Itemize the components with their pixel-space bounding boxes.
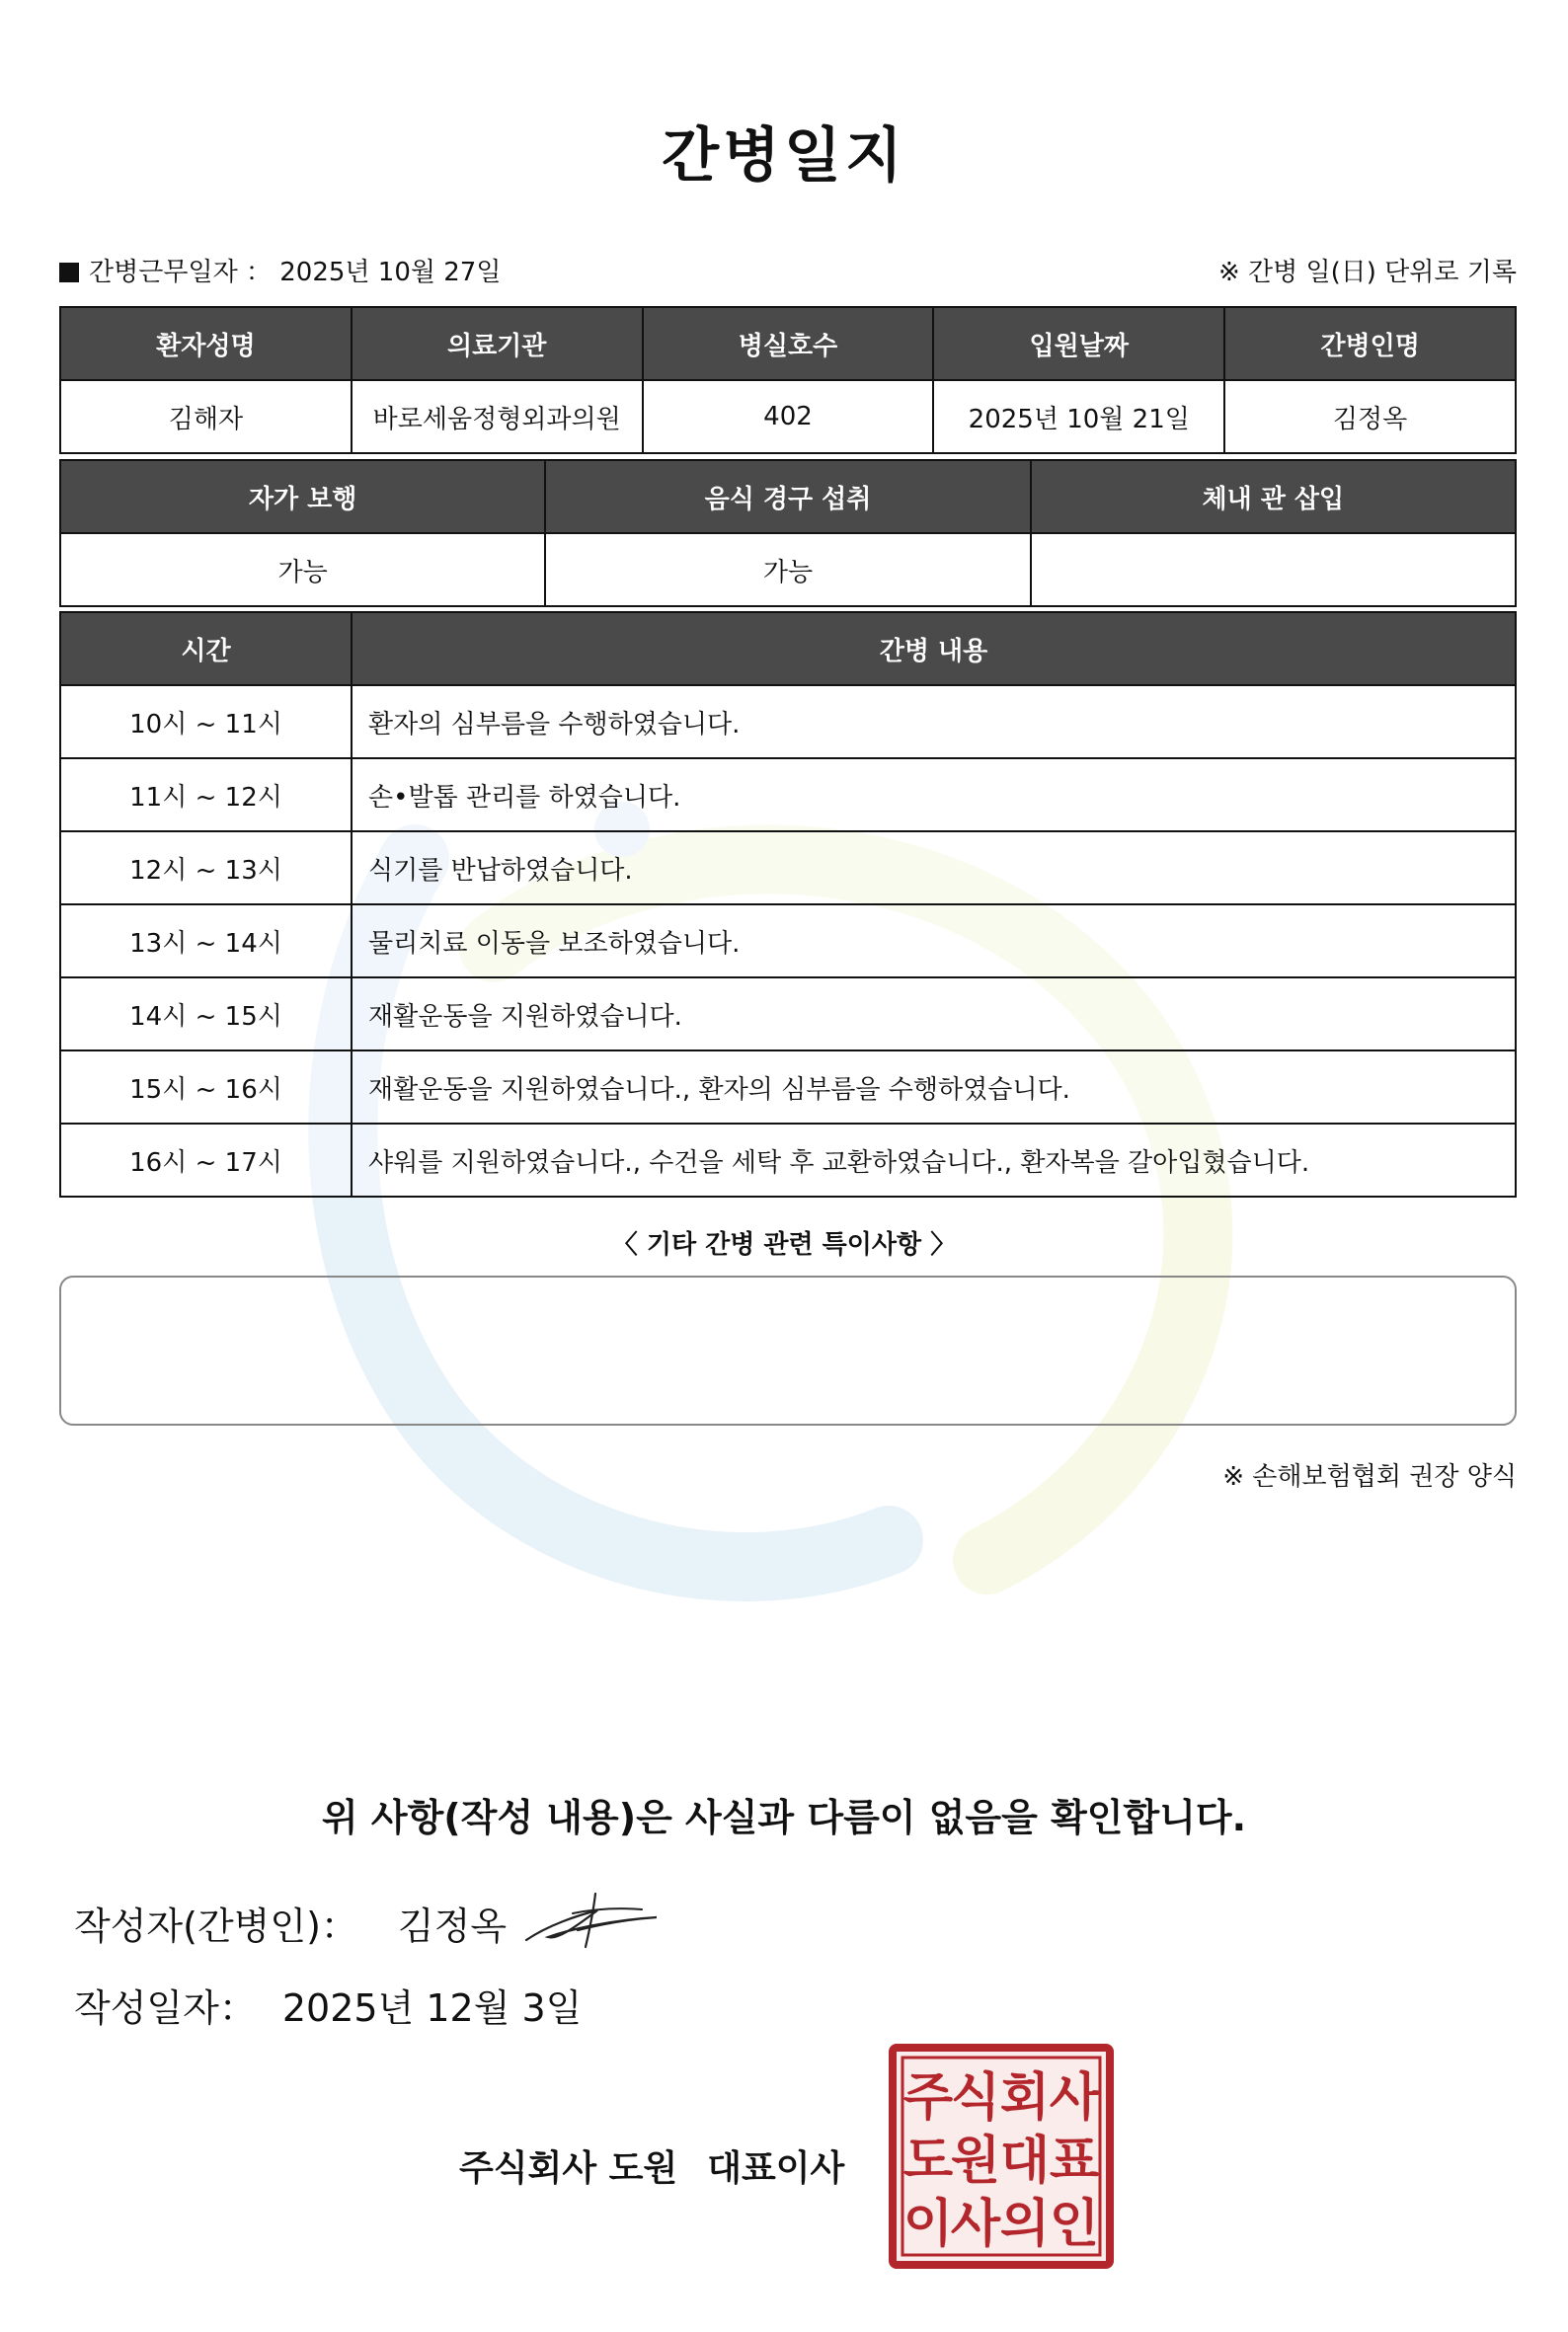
content-cell: 재활운동을 지원하였습니다. (352, 977, 1516, 1050)
work-date-value: 2025년 10월 27일 (279, 258, 502, 287)
admission-date: 2025년 10월 21일 (933, 380, 1224, 453)
svg-text:인: 인 (1049, 2195, 1100, 2254)
status-header-row (60, 460, 1516, 533)
company-name: 주식회사 도원 (459, 2148, 678, 2189)
svg-text:의: 의 (999, 2195, 1051, 2254)
work-date-label: 간병근무일자 (89, 258, 238, 287)
table-row (60, 1124, 1516, 1197)
patient-info-value-row (60, 380, 1516, 453)
svg-text:식: 식 (950, 2068, 1001, 2128)
confirmation-statement: 위 사항(작성 내용)은 사실과 다름이 없음을 확인합니다. (321, 1796, 1247, 1839)
etc-notes-box (59, 1276, 1517, 1426)
signature-icon (518, 1886, 666, 1955)
header-time: 시간 (60, 612, 352, 685)
svg-text:이: 이 (902, 2195, 954, 2254)
time-cell: 15시 ~ 16시 (60, 1050, 352, 1124)
time-cell: 16시 ~ 17시 (60, 1124, 352, 1197)
header-tube-insertion: 체내 관 삽입 (1031, 460, 1516, 533)
content-cell: 환자의 심부름을 수행하였습니다. (352, 685, 1516, 758)
table-row (60, 685, 1516, 758)
writer-line (74, 1896, 507, 1950)
write-date-line (74, 1978, 582, 2032)
time-cell: 10시 ~ 11시 (60, 685, 352, 758)
svg-text:사: 사 (1049, 2068, 1100, 2128)
table-row (60, 904, 1516, 977)
etc-notes-title: 〈 기타 간병 관련 특이사항 〉 (611, 1230, 957, 1260)
svg-text:사: 사 (950, 2195, 1001, 2254)
form-source-note: ※ 손해보험협회 권장 양식 (1222, 1462, 1517, 1492)
content-cell: 식기를 반납하였습니다. (352, 831, 1516, 904)
table-row (60, 1050, 1516, 1124)
caregiver-name: 김정옥 (1224, 380, 1516, 453)
writer-label: 작성자(간병인)： (74, 1904, 358, 1948)
svg-text:도: 도 (902, 2132, 954, 2191)
svg-text:표: 표 (1049, 2132, 1100, 2191)
oral-intake-value: 가능 (545, 533, 1030, 606)
patient-info-table (59, 306, 1517, 454)
table-row (60, 758, 1516, 831)
header-patient-name: 환자성명 (60, 307, 352, 380)
content-cell: 물리치료 이동을 보조하였습니다. (352, 904, 1516, 977)
hospital: 바로세움정형외과의원 (352, 380, 643, 453)
work-date (59, 252, 501, 288)
representative-title: 대표이사 (707, 2148, 845, 2189)
status-value-row (60, 533, 1516, 606)
content-cell: 샤워를 지원하였습니다., 수건을 세탁 후 교환하였습니다., 환자복을 갈아입혔습니다. (352, 1124, 1516, 1197)
content-cell: 손•발톱 관리를 하였습니다. (352, 758, 1516, 831)
svg-text:회: 회 (999, 2068, 1051, 2128)
tube-insertion-value (1031, 533, 1516, 606)
care-log-table (59, 611, 1517, 1198)
write-date-label: 작성일자： (74, 1986, 257, 2030)
room-number: 402 (643, 380, 934, 453)
time-cell: 12시 ~ 13시 (60, 831, 352, 904)
time-cell: 14시 ~ 15시 (60, 977, 352, 1050)
self-walking-value: 가능 (60, 533, 545, 606)
company-line (459, 2140, 844, 2191)
patient-info-header-row (60, 307, 1516, 380)
write-date-value: 2025년 12월 3일 (281, 1986, 583, 2030)
page-title: 간병일지 (662, 121, 906, 191)
time-cell: 13시 ~ 14시 (60, 904, 352, 977)
header-care-content: 간병 내용 (352, 612, 1516, 685)
work-date-separator: ： (245, 258, 272, 287)
header-room: 병실호수 (643, 307, 934, 380)
patient-status-table (59, 459, 1517, 607)
company-seal-icon (889, 2044, 1114, 2269)
table-row (60, 831, 1516, 904)
record-unit-note: ※ 간병 일(日) 단위로 기록 (1217, 258, 1517, 287)
svg-text:주: 주 (902, 2068, 954, 2128)
content-cell: 재활운동을 지원하였습니다., 환자의 심부름을 수행하였습니다. (352, 1050, 1516, 1124)
header-self-walking: 자가 보행 (60, 460, 545, 533)
header-caregiver-name: 간병인명 (1224, 307, 1516, 380)
patient-name: 김해자 (60, 380, 352, 453)
header-oral-intake: 음식 경구 섭취 (545, 460, 1030, 533)
care-log-header-row (60, 612, 1516, 685)
svg-text:원: 원 (950, 2132, 1001, 2191)
svg-text:대: 대 (999, 2132, 1051, 2191)
black-square-icon (59, 263, 79, 282)
header-admission-date: 입원날짜 (933, 307, 1224, 380)
writer-name: 김정옥 (397, 1904, 508, 1948)
header-hospital: 의료기관 (352, 307, 643, 380)
table-row (60, 977, 1516, 1050)
time-cell: 11시 ~ 12시 (60, 758, 352, 831)
